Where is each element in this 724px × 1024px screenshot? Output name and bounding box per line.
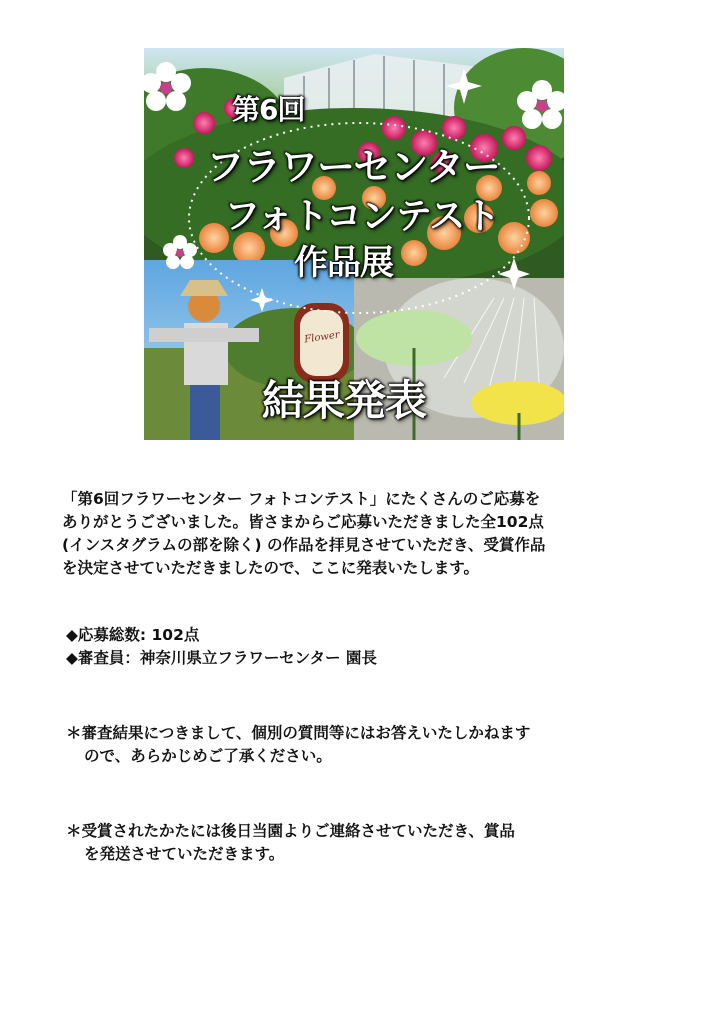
note-line: ＊審査結果につきまして、個別の質問等にはお答えいたしかねます [66,724,531,742]
note-questions [66,722,530,768]
contest-info [66,624,377,670]
poster-edition: 第6回 [232,93,305,126]
poster-title-line1: フラワーセンター [206,145,500,189]
note-prizes [66,820,515,866]
contest-poster-image [144,48,564,440]
intro-line: (インスタグラムの部を除く) の作品を拝見させていただき、受賞作品 [62,536,546,554]
note-line: ので、あらかじめご了承ください。 [84,747,332,765]
poster-result-heading: 結果発表 [262,376,427,425]
note-line: を発送させていただきます。 [84,845,285,863]
intro-line: 「第6回フラワーセンター フォトコンテスト」にたくさんのご応募を [62,490,541,508]
judge-info: ◆審査員：神奈川県立フラワーセンター 園長 [66,649,377,667]
note-line: ＊受賞されたかたには後日当園よりご連絡させていただき、賞品 [66,822,515,840]
poster-title-line3: 作品展 [294,243,393,283]
poster-title-line2: フォトコンテスト [224,196,500,237]
intro-line: を決定させていただきましたので、ここに発表いたします。 [62,559,479,577]
entries-count: ◆応募総数: 102点 [66,626,200,644]
poster-sign-text: Flower [303,329,341,346]
intro-paragraph [62,488,545,580]
intro-line: ありがとうございました。皆さまからご応募いただきました全102点 [62,513,544,531]
poster-title-overlay [144,48,564,440]
